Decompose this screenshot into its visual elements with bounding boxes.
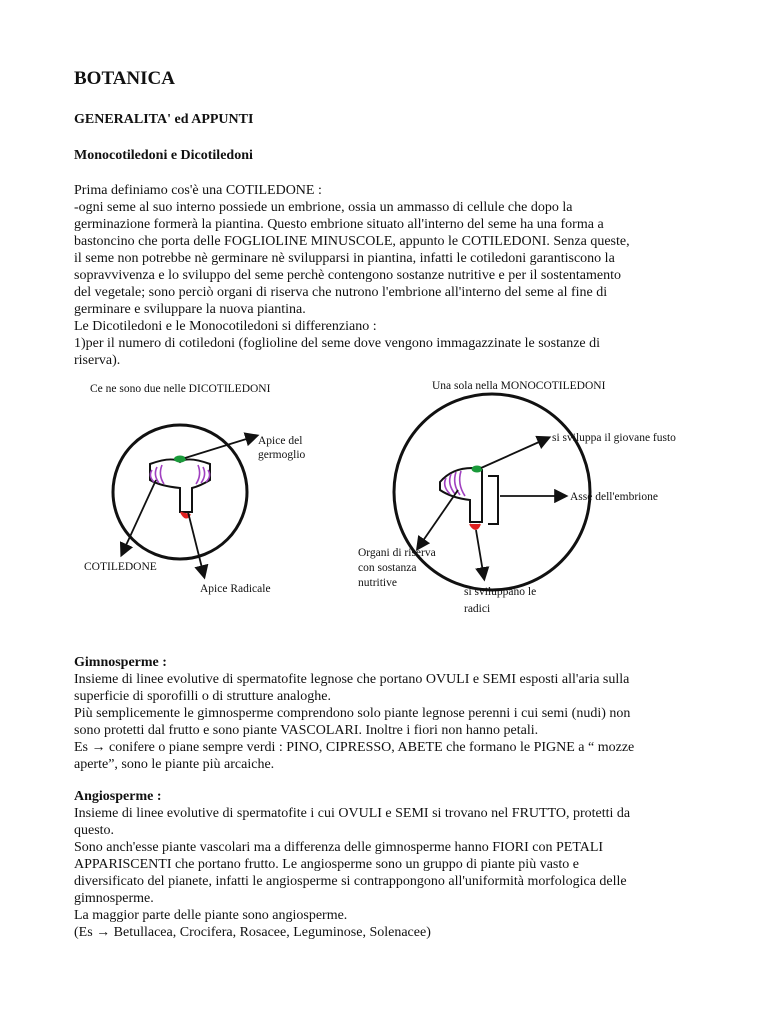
- text-line: La maggior parte delle piante sono angiosperme.: [74, 908, 348, 923]
- monocot-stem-arrow: [481, 438, 548, 468]
- dicot-cotyledon-arrow: [122, 480, 156, 554]
- monocot-roots-arrow: [476, 530, 484, 578]
- text-line: -ogni seme al suo interno possiede un embrione, ossia un ammasso di cellule che dopo la: [74, 200, 573, 215]
- text-line: sono protetti dal frutto e sono piante VASCOLARI. Inoltre i fiori non hanno petali.: [74, 723, 539, 738]
- monocot-label-stem: si sviluppa il giovane fusto: [552, 432, 676, 444]
- text-line: (Es → Betullacea, Crocifera, Rosacee, Leguminose, Solenacee): [74, 925, 431, 940]
- document-title: BOTANICA: [74, 68, 175, 89]
- text-line: superficie di sporofilli o di strutture analoghe.: [74, 689, 331, 704]
- text-line: 1)per il numero di cotiledoni (foglioline del seme dove vengono immagazzinate le sostanze di: [74, 336, 601, 351]
- dicot-embryo: [150, 459, 210, 512]
- text-line: Più semplicemente le gimnosperme comprendono solo piante legnose perenni i cui semi (nudi) non: [74, 706, 631, 721]
- monocot-label-roots-2: radici: [464, 603, 491, 615]
- text-line: il seme non potrebbe nè germinare nè svilupparsi in piantina, infatti le cotiledoni garantiscono la: [74, 251, 615, 266]
- text-line: questo.: [74, 823, 115, 838]
- monocot-root-tip: [470, 524, 480, 529]
- text-line: Prima definiamo cos'è una COTILEDONE :: [74, 183, 322, 198]
- dicot-label-root: Apice Radicale: [200, 583, 271, 595]
- section-heading-angiosperme: Angiosperme :: [74, 789, 162, 804]
- monocot-label-reserve-1: Organi di riserva: [358, 547, 436, 559]
- monocot-reserve-arrow: [418, 490, 458, 548]
- dicot-label-apex-2: germoglio: [258, 449, 306, 461]
- text-line: diversificato del pianete, infatti le angiosperme si contrappongono all'uniformità morfologica delle: [74, 874, 627, 889]
- text-line: Es → conifere o piane sempre verdi : PINO, CIPRESSO, ABETE che formano le PIGNE a “ mozze: [74, 740, 635, 755]
- monocot-caption: Una sola nella MONOCOTILEDONI: [432, 380, 606, 392]
- seed-diagram: [60, 372, 720, 622]
- monocot-seed: [394, 394, 590, 590]
- text-line: del vegetale; sono perciò organi di riserva che nutrono l'embrione all'interno del seme al fine di: [74, 285, 608, 300]
- text-line: Insieme di linee evolutive di spermatofite legnose che portano OVULI e SEMI esposti all'aria sulla: [74, 672, 630, 687]
- dicot-label-cotyledon: COTILEDONE: [84, 561, 157, 573]
- text-line: germinare e sviluppare la nuova piantina.: [74, 302, 306, 317]
- dicot-apex-dot: [174, 456, 186, 463]
- text-line: riserva).: [74, 353, 121, 368]
- section-gimnosperme: [74, 654, 704, 773]
- dicot-caption: Ce ne sono due nelle DICOTILEDONI: [90, 383, 271, 395]
- monocot-label-roots-1: si sviluppano le: [464, 586, 537, 598]
- paragraph-cotiledoni: [74, 182, 704, 369]
- section-angiosperme: [74, 788, 704, 941]
- monocot-seed-outline: [394, 394, 590, 590]
- monocot-label-axis: Asse dell'embrione: [570, 491, 658, 503]
- text-line: APPARISCENTI che portano frutto. Le angiosperme sono un gruppo di piante più vasto e: [74, 857, 579, 872]
- text-line: gimnosperme.: [74, 891, 154, 906]
- section-heading-gimnosperme: Gimnosperme :: [74, 655, 167, 670]
- text-line: Le Dicotiledoni e le Monocotiledoni si differenziano :: [74, 319, 377, 334]
- text-line: sopravvivenza e lo sviluppo del seme perchè contengono sostanze nutritive e per il sostentamento: [74, 268, 622, 283]
- text-line: bastoncino che porta delle FOGLIOLINE MINUSCOLE, appunto le COTILEDONI. Senza queste,: [74, 234, 630, 249]
- dicot-root-arrow: [188, 512, 204, 576]
- monocot-apex-dot: [472, 466, 483, 473]
- document-subtitle: GENERALITA' ed APPUNTI: [74, 112, 254, 127]
- text-line: Insieme di linee evolutive di spermatofite i cui OVULI e SEMI si trovano nel FRUTTO, protetti da: [74, 806, 631, 821]
- dicot-label-apex-1: Apice del: [258, 435, 303, 447]
- text-line: Sono anch'esse piante vascolari ma a differenza delle gimnosperme hanno FIORI con PETALI: [74, 840, 604, 855]
- monocot-label-reserve-3: nutritive: [358, 577, 397, 589]
- monocot-axis-bracket: [488, 476, 498, 524]
- text-line: aperte”, sono le piante più arcaiche.: [74, 757, 275, 772]
- text-line: germinazione formerà la piantina. Questo embrione situato all'interno del seme ha una forma a: [74, 217, 604, 232]
- monocot-embryo: [440, 468, 482, 522]
- section-heading-cotiledoni: Monocotiledoni e Dicotiledoni: [74, 148, 253, 163]
- monocot-label-reserve-2: con sostanza: [358, 562, 417, 574]
